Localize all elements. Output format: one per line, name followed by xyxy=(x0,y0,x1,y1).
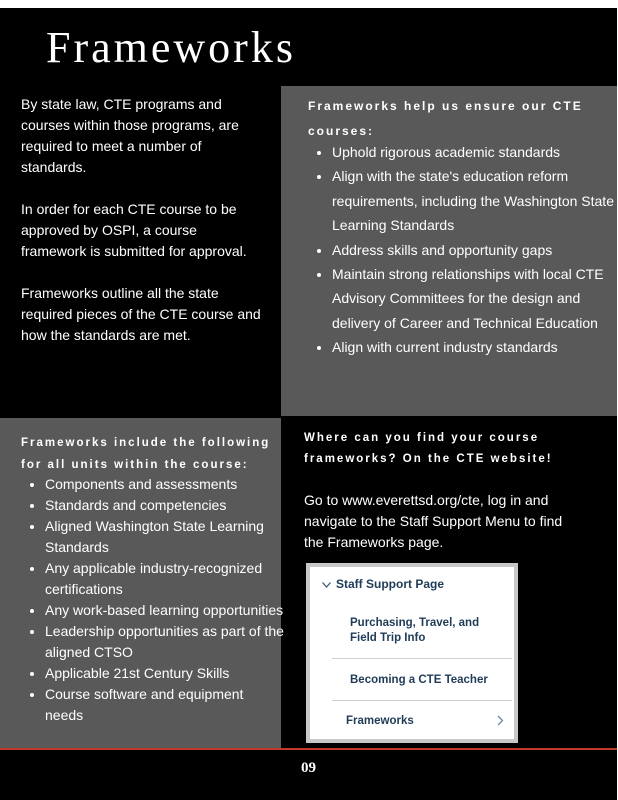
intro-paragraph-1: By state law, CTE programs and courses within those programs, are required to meet a number of standards. xyxy=(21,96,239,175)
list-item: • Aligned Washington State Learning Standards xyxy=(45,516,285,558)
list-item: • Standards and competencies xyxy=(45,495,285,516)
intro-paragraph-2: In order for each CTE course to be approved by OSPI, a course framework is submitted for approval. xyxy=(21,201,247,259)
ensure-heading: Frameworks help us ensure our CTE courses: xyxy=(308,99,583,138)
page xyxy=(0,8,617,800)
menu-header-label: Staff Support Page xyxy=(336,577,445,591)
list-item: • Any applicable industry-recognized certifications xyxy=(45,558,285,600)
include-heading: Frameworks include the following for all units within the course: xyxy=(21,437,271,471)
menu-item-becoming-teacher[interactable]: Becoming a CTE Teacher xyxy=(350,674,488,686)
ensure-list xyxy=(314,140,617,360)
list-item: • Align with current industry standards xyxy=(332,335,617,359)
page-number: 09 xyxy=(301,760,316,776)
list-item: • Uphold rigorous academic standards xyxy=(332,140,617,164)
list-item: • Components and assessments xyxy=(45,474,285,495)
list-item: • Align with the state's education reform requirements, including the Washington State Learning Standards xyxy=(332,164,617,237)
staff-support-menu-screenshot xyxy=(306,563,518,743)
page-title: Frameworks xyxy=(46,23,296,72)
list-item: • Course software and equipment needs xyxy=(45,684,285,726)
include-list xyxy=(27,474,285,726)
divider xyxy=(332,700,512,701)
find-text: Go to www.everettsd.org/cte, log in and navigate to the Staff Support Menu to find the Frameworks page. xyxy=(304,492,563,550)
footer-rule xyxy=(0,748,617,750)
chevron-right-icon xyxy=(497,713,504,729)
intro-text xyxy=(21,94,261,367)
list-item: • Address skills and opportunity gaps xyxy=(332,238,617,262)
list-item: • Maintain strong relationships with local CTE Advisory Committees for the design and delivery of Career and Technical Education xyxy=(332,262,617,335)
menu-header[interactable] xyxy=(322,577,444,591)
divider xyxy=(332,658,512,659)
menu-item-purchasing[interactable]: Purchasing, Travel, and Field Trip Info xyxy=(350,617,480,644)
find-heading: Where can you find your course frameworks? On the CTE website! xyxy=(304,432,553,465)
list-item: • Leadership opportunities as part of the aligned CTSO xyxy=(45,621,285,663)
chevron-down-icon xyxy=(322,577,336,591)
menu-item-frameworks[interactable]: Frameworks xyxy=(346,715,414,727)
list-item: • Any work-based learning opportunities xyxy=(45,600,285,621)
intro-paragraph-3: Frameworks outline all the state required pieces of the CTE course and how the standards are met. xyxy=(21,285,261,343)
list-item: • Applicable 21st Century Skills xyxy=(45,663,285,684)
